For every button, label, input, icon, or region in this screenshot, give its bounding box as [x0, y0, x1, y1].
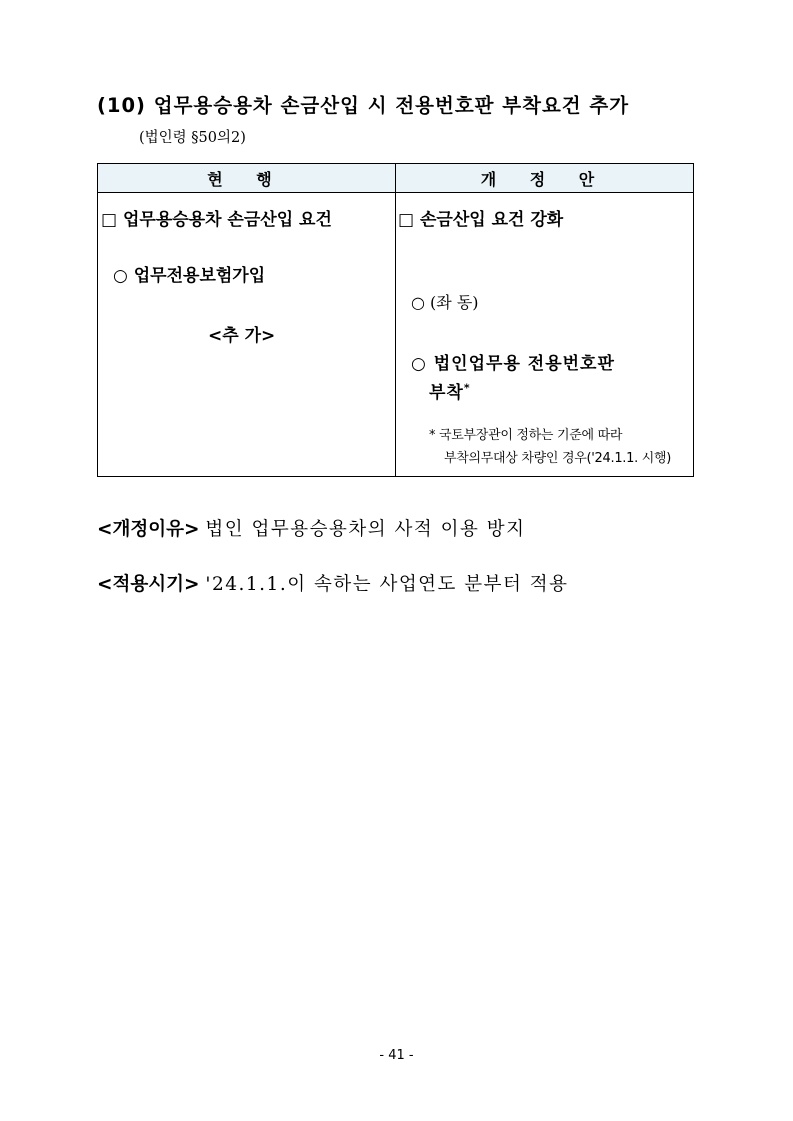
- comparison-table: [97, 163, 694, 477]
- header-current: 현 행: [98, 164, 396, 193]
- footnote-line-2: 부착의무대상 차량인 경우('24.1.1. 시행): [444, 451, 672, 466]
- footnote-mark: *: [463, 381, 471, 395]
- revision-reason: [97, 515, 525, 541]
- legal-reference: (법인령 §50의2): [139, 130, 246, 146]
- current-column: [98, 193, 396, 477]
- current-addition: <추 가>: [208, 326, 276, 346]
- proposed-box-item: □ 손금산입 요건 강화: [398, 210, 564, 230]
- proposed-circle-item-2: ○ 법인업무용 전용번호판: [411, 354, 615, 374]
- revision-reason-label: <개정이유>: [97, 519, 200, 540]
- footnote-line-1: * 국토부장관이 정하는 기준에 따라: [429, 428, 623, 443]
- current-circle-item: ○ 업무전용보험가입: [113, 266, 266, 286]
- current-box-item: □ 업무용승용차 손금산입 요건: [101, 210, 332, 230]
- proposed-circle-item-2-cont: [429, 378, 471, 403]
- proposed-column: [396, 193, 694, 477]
- effective-date-text: '24.1.1.이 속하는 사업연도 분부터 적용: [205, 574, 569, 595]
- section-title: (10) 업무용승용차 손금산입 시 전용번호판 부착요건 추가: [97, 94, 630, 117]
- revision-reason-text: 법인 업무용승용차의 사적 이용 방지: [205, 519, 526, 540]
- effective-date-label: <적용시기>: [97, 574, 200, 595]
- attach-text: 부착: [429, 383, 464, 403]
- page-number: - 41 -: [379, 1048, 414, 1063]
- proposed-circle-item-1: ○ (좌 동): [411, 293, 479, 312]
- effective-date: [97, 570, 569, 596]
- header-proposed: 개 정 안: [396, 164, 694, 193]
